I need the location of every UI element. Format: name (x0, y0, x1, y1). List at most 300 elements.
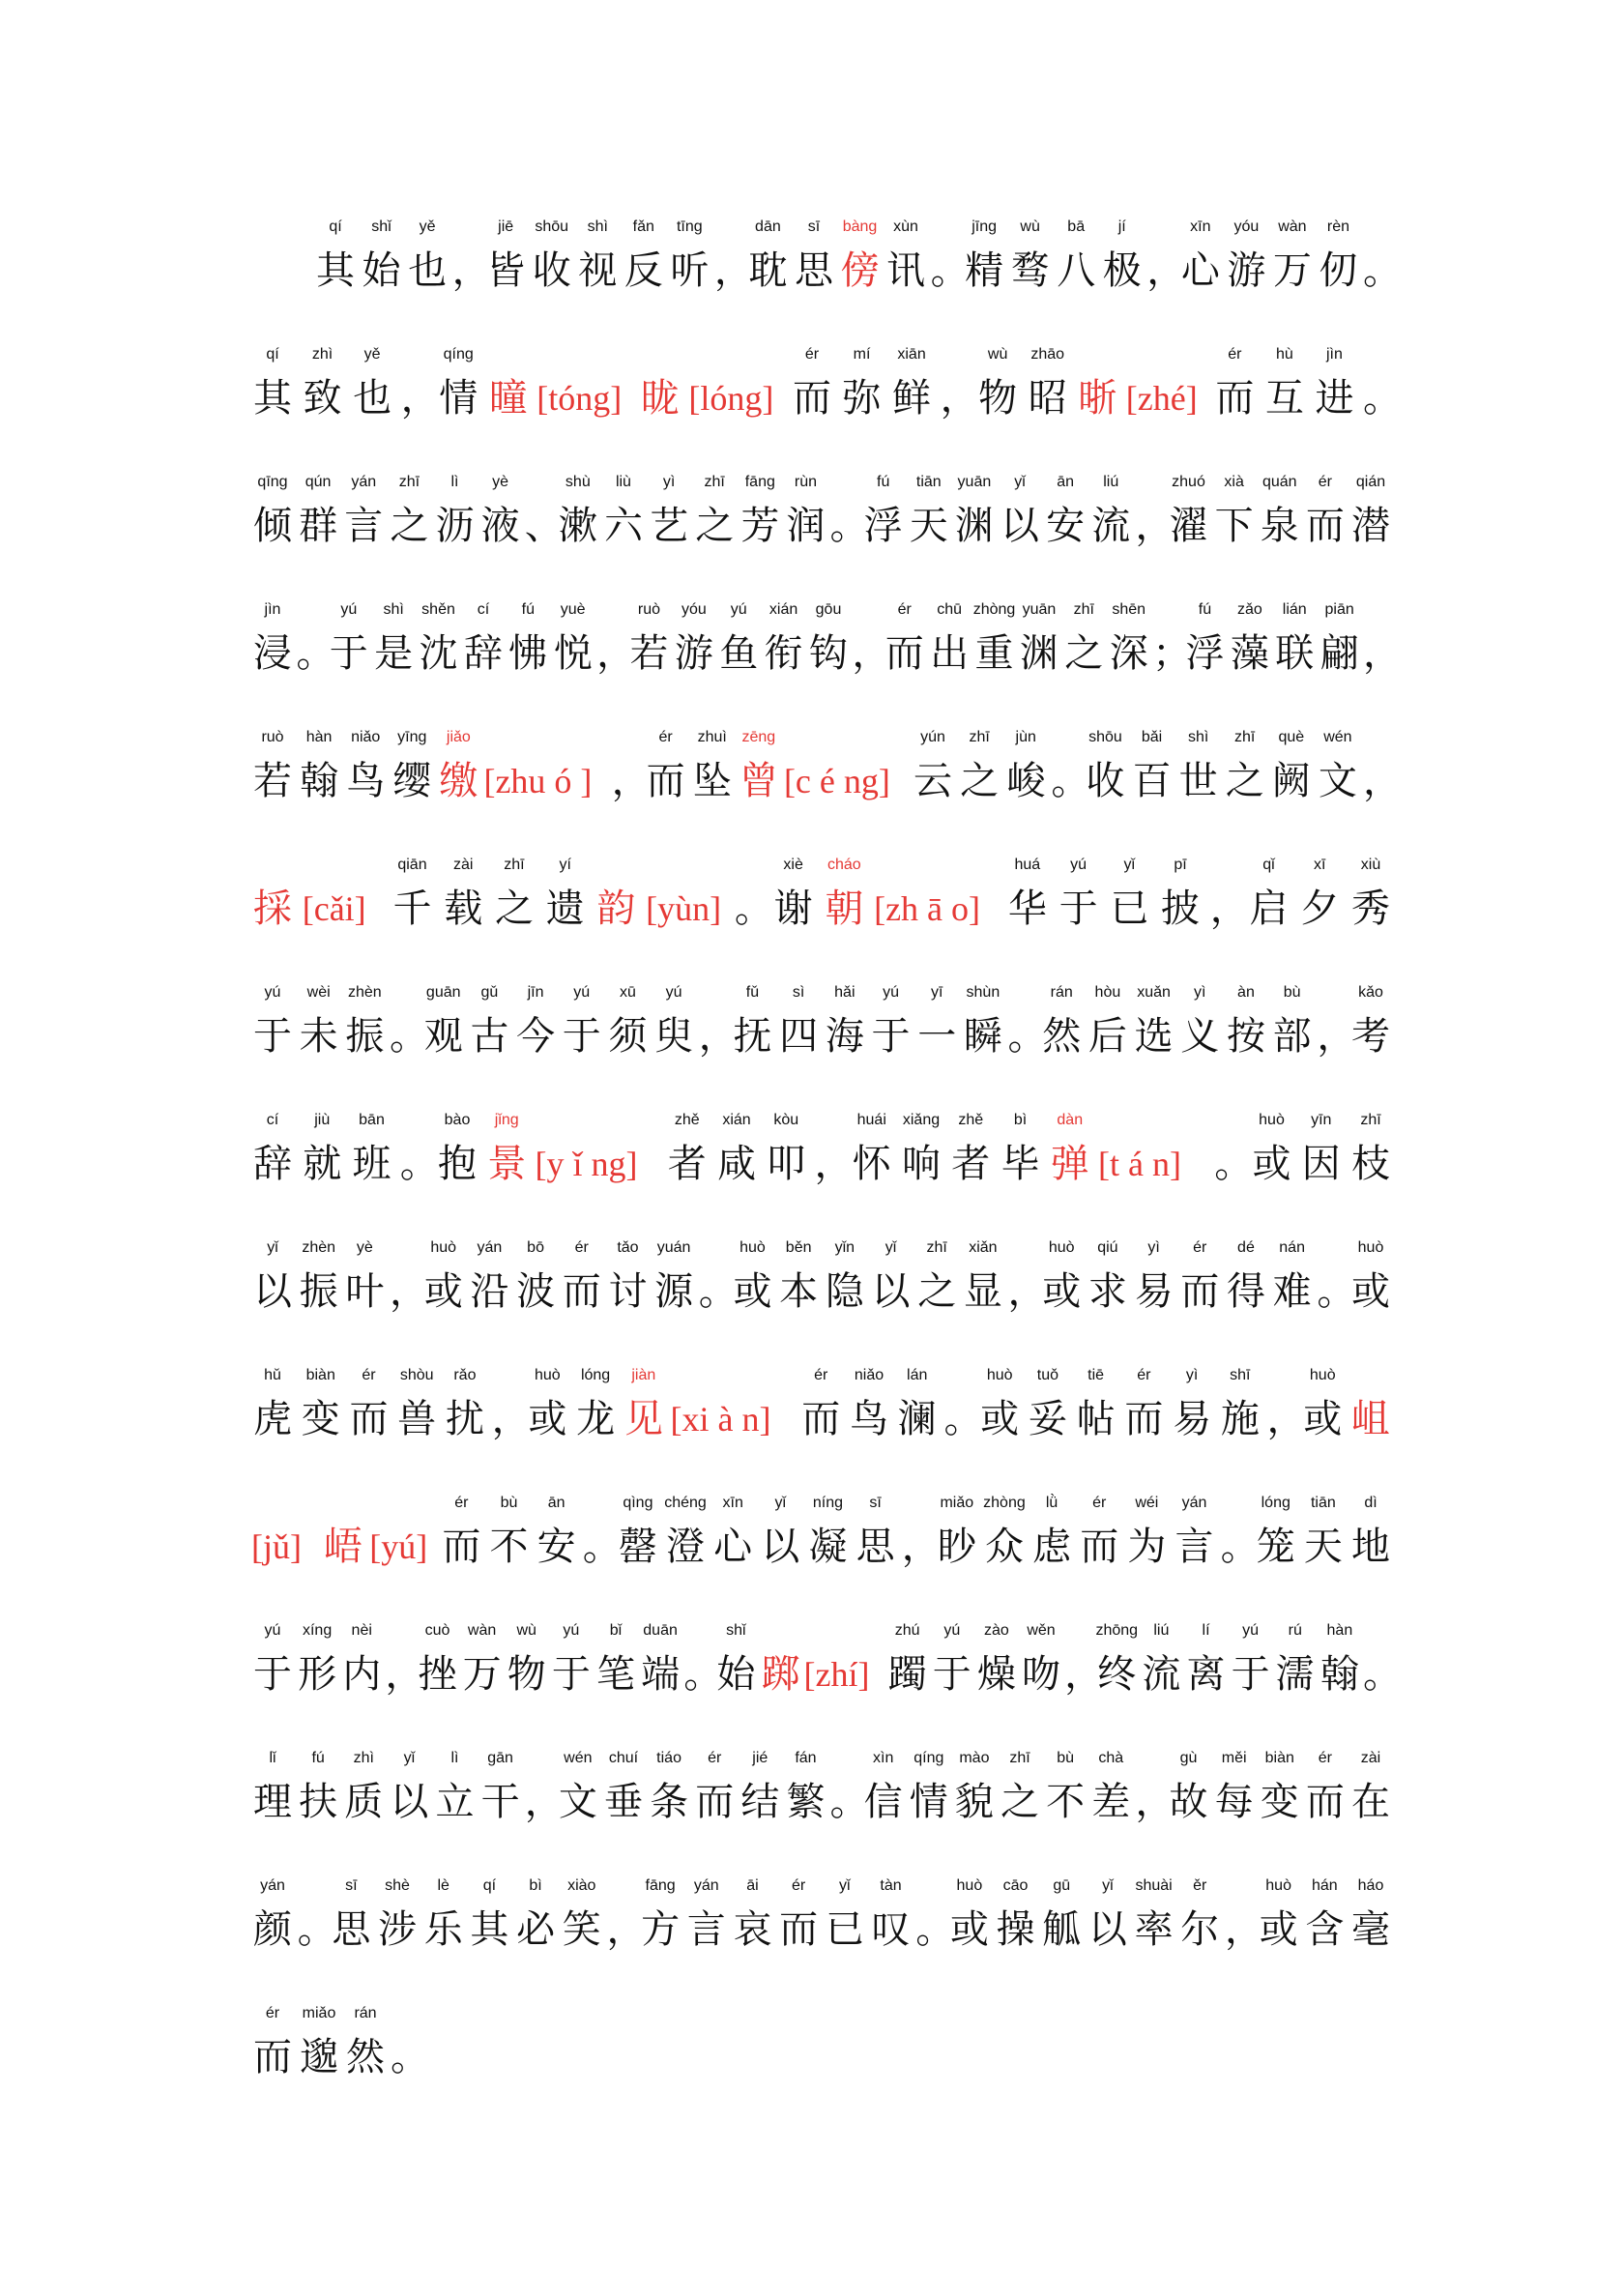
hanzi: 。 (698, 1269, 738, 1314)
pinyin: yuān (1022, 601, 1057, 618)
pinyin: yú (883, 984, 899, 1001)
pinyin: yán (693, 1877, 719, 1894)
text-line (251, 983, 1392, 1099)
hanzi-char (652, 1238, 695, 1354)
hanzi-char (351, 1111, 393, 1227)
hanzi-char (1027, 1366, 1069, 1482)
hanzi: 收 (532, 248, 571, 293)
hanzi: 于 (871, 1014, 911, 1059)
hanzi-char (958, 728, 1000, 844)
hanzi: 扶 (299, 1780, 338, 1824)
pinyin: zhě (958, 1112, 984, 1128)
pinyin: yè (356, 1239, 373, 1256)
hanzi-char (298, 1238, 340, 1354)
hanzi-char (739, 1749, 781, 1865)
punctuation (491, 1366, 531, 1482)
hanzi: 虑 (1032, 1525, 1072, 1569)
pinyin: wù (516, 1622, 536, 1639)
hanzi: 而 (1305, 504, 1345, 548)
hanzi-char (772, 856, 815, 972)
hanzi-char (717, 600, 760, 716)
text-line (251, 856, 1392, 972)
punctuation (1007, 983, 1047, 1099)
hanzi: 于 (253, 1652, 292, 1697)
hanzi: 显 (963, 1269, 1002, 1314)
hanzi-char (1273, 600, 1316, 716)
hanzi-char (976, 345, 1019, 461)
pinyin: zēng (741, 729, 776, 745)
pinyin: sī (869, 1495, 882, 1511)
hanzi: 变 (1260, 1780, 1299, 1824)
pinyin: bān (359, 1112, 385, 1128)
hanzi: 鸟 (850, 1397, 888, 1441)
hanzi: 而 (1080, 1525, 1119, 1569)
pinyin: chū (937, 601, 963, 618)
hanzi: 不 (489, 1525, 529, 1569)
hanzi-char (777, 1238, 820, 1354)
pinyin: běn (785, 1239, 812, 1256)
hanzi: 觚 (1042, 1907, 1082, 1952)
hanzi: 必 (516, 1907, 556, 1952)
hanzi: ， (1135, 504, 1174, 548)
pinyin: ér (708, 1750, 722, 1766)
hanzi: 其 (316, 248, 355, 293)
hanzi: 讨 (608, 1269, 648, 1314)
pinyin: què (1278, 729, 1305, 745)
pinyin: huò (986, 1367, 1013, 1383)
hanzi: 景 (487, 1142, 527, 1186)
hanzi: 。 (399, 1142, 439, 1186)
hanzi: 心 (713, 1525, 753, 1569)
pinyin: zài (1360, 1750, 1381, 1766)
pinyin: niǎo (854, 1367, 884, 1383)
hanzi: 天 (1303, 1525, 1343, 1569)
hanzi: 操 (996, 1907, 1035, 1952)
hanzi: ， (698, 1014, 738, 1059)
hanzi-char (746, 218, 789, 334)
hanzi: 缨 (392, 759, 432, 803)
hanzi-char (1213, 1749, 1256, 1865)
hanzi: 浮 (863, 504, 903, 548)
hanzi: ， (1064, 1652, 1104, 1697)
pinyin: zhòng (972, 601, 1016, 618)
hanzi-char (908, 1749, 950, 1865)
hanzi: 。 (391, 2035, 429, 2079)
pinyin: zhōng (1095, 1622, 1139, 1639)
hanzi-char (890, 345, 933, 461)
punctuation (1152, 600, 1192, 716)
hanzi: 鸟 (346, 759, 386, 803)
pinyin: huò (535, 1367, 561, 1383)
hanzi-char (824, 1876, 866, 1992)
hanzi-char (1101, 218, 1144, 334)
punctuation (1146, 218, 1186, 334)
hanzi: 兽 (397, 1397, 437, 1441)
hanzi-char (251, 856, 294, 972)
pinyin: yú (573, 984, 591, 1001)
pinyin: quán (1262, 474, 1297, 490)
hanzi: 凝 (808, 1525, 848, 1569)
hanzi-char (330, 1876, 372, 1992)
pinyin: xiè (783, 857, 803, 873)
hanzi: 沿 (470, 1269, 509, 1314)
hanzi: 文 (1318, 759, 1357, 803)
hanzi-char (462, 600, 505, 716)
pinyin: guān (425, 984, 461, 1001)
hanzi: 源 (654, 1269, 694, 1314)
pinyin: ér (1318, 474, 1332, 490)
hanzi: 。 (1051, 759, 1090, 803)
hanzi-char (953, 1749, 996, 1865)
hanzi-char (488, 1494, 531, 1610)
pinyin: nèi (351, 1622, 372, 1639)
punctuation (1064, 1621, 1104, 1737)
hanzi-char (673, 600, 715, 716)
hanzi: 心 (1180, 248, 1220, 293)
pinyin: ér (897, 601, 912, 618)
hanzi-char (561, 983, 603, 1099)
hanzi-char (884, 600, 926, 716)
hanzi-char (347, 1366, 390, 1482)
hanzi-char (574, 1366, 617, 1482)
hanzi-char (322, 1494, 364, 1610)
hanzi: 之 (960, 759, 1000, 803)
hanzi-char (351, 345, 393, 461)
hanzi-char (1317, 728, 1359, 844)
hanzi-char (791, 345, 833, 461)
pinyin: lǜ (1045, 1495, 1058, 1511)
pinyin: bì (1013, 1112, 1028, 1128)
hanzi-char (1230, 1621, 1272, 1737)
pinyin: fán (795, 1750, 817, 1766)
punctuation (814, 1111, 854, 1227)
pinyin: ér (1193, 1239, 1207, 1256)
hanzi-char (870, 983, 913, 1099)
hanzi-char (314, 218, 357, 334)
hanzi-char (731, 983, 773, 1099)
hanzi-char (839, 218, 882, 334)
hanzi: ， (1007, 1269, 1047, 1314)
hanzi-char (422, 1238, 465, 1354)
pinyin: lián (1282, 601, 1307, 618)
hanzi: 曾 (739, 759, 778, 803)
pinyin: shī (1230, 1367, 1251, 1383)
pinyin: ér (362, 1367, 376, 1383)
hanzi: 方 (641, 1907, 681, 1952)
pinyin: tiān (1310, 1495, 1336, 1511)
pinyin: zhèn (302, 1239, 336, 1256)
hanzi-char (1263, 345, 1306, 461)
pinyin: bǎi (1141, 729, 1163, 745)
punctuation (1363, 218, 1402, 334)
hanzi-char (666, 1111, 709, 1227)
hanzi: 干 (480, 1780, 520, 1824)
pinyin: yè (492, 474, 509, 490)
hanzi-char (759, 1494, 801, 1610)
hanzi: 进 (1315, 376, 1354, 421)
pinyin: ér (265, 2005, 280, 2021)
pinyin: jiē (498, 218, 514, 235)
pinyin: zhī (504, 857, 525, 873)
hanzi-char (296, 1621, 338, 1737)
pinyin: ruò (261, 729, 284, 745)
pinyin: huò (956, 1877, 983, 1894)
hanzi: 昭 (1028, 376, 1067, 421)
pinyin: shè (385, 1877, 410, 1894)
hanzi-char (1040, 1876, 1083, 1992)
hanzi: 率 (1134, 1907, 1174, 1952)
hanzi: 物 (507, 1652, 546, 1697)
pinyin: chà (1098, 1750, 1124, 1766)
pinyin: liú (1103, 474, 1119, 490)
hanzi-char (251, 1621, 294, 1737)
hanzi: 求 (1088, 1269, 1127, 1314)
pinyin: zhāo (1030, 346, 1065, 363)
hanzi-char (1178, 983, 1221, 1099)
pinyin: xùn (893, 218, 918, 235)
pinyin: kòu (773, 1112, 799, 1128)
pinyin: tuǒ (1036, 1367, 1059, 1383)
pinyin: xuǎn (1137, 984, 1171, 1001)
hanzi-char (251, 1876, 294, 1992)
hanzi: 缴 (439, 759, 478, 803)
hanzi-char (1224, 728, 1266, 844)
hanzi: 毫 (1351, 1907, 1390, 1952)
pinyin: yǐn (834, 1239, 856, 1256)
hanzi-char (1125, 1494, 1168, 1610)
pinyin: ér (804, 346, 820, 363)
hanzi: 而 (779, 1907, 819, 1952)
hanzi: 。 (297, 1907, 336, 1952)
punctuation (852, 600, 891, 716)
hanzi-char (442, 856, 484, 972)
hanzi: 致 (303, 376, 342, 421)
pinyin: yīn (1311, 1112, 1332, 1128)
hanzi: 若 (253, 759, 292, 803)
hanzi-char (1304, 1749, 1347, 1865)
hanzi-char (251, 600, 294, 716)
hanzi: 燥 (976, 1652, 1016, 1697)
hanzi-char (1225, 983, 1267, 1099)
pinyin: yú (943, 1622, 961, 1639)
pinyin: wù (1020, 218, 1040, 235)
pinyin: mí (853, 346, 871, 363)
hanzi: 也 (353, 376, 392, 421)
hanzi: 採 (253, 886, 292, 931)
hanzi: 于 (551, 1652, 591, 1697)
pinyin: yán (1181, 1495, 1207, 1511)
hanzi-char (645, 728, 687, 844)
hanzi: 观 (423, 1014, 463, 1059)
hanzi: 辞 (253, 1142, 292, 1186)
pinyin: bō (527, 1239, 544, 1256)
pinyin: yú (264, 984, 281, 1001)
hanzi-char (1020, 1621, 1062, 1737)
hanzi: 离 (1186, 1652, 1226, 1697)
pinyin: qiú (1097, 1239, 1118, 1256)
pinyin: cuò (424, 1622, 450, 1639)
pinyin: shùn (966, 984, 1000, 1001)
hanzi: 。 (829, 1780, 869, 1824)
text-line (314, 218, 1402, 334)
hanzi: 晣 (1078, 376, 1117, 421)
hanzi-char (652, 983, 695, 1099)
hanzi: 邈 (300, 2035, 338, 2079)
pinyin: qián (1355, 474, 1386, 490)
pinyin: ér (454, 1495, 469, 1511)
hanzi: 咸 (717, 1142, 756, 1186)
pinyin: yǐ (1123, 857, 1136, 873)
hanzi: ， (1146, 248, 1186, 293)
hanzi-char (862, 1749, 905, 1865)
hanzi-char (1108, 600, 1150, 716)
pinyin: duān (643, 1622, 678, 1639)
hanzi: [zhé] (1125, 379, 1198, 418)
hanzi: 笑 (562, 1907, 601, 1952)
pinyin: dì (1364, 1495, 1378, 1511)
hanzi-char (623, 218, 665, 334)
pinyin: wén (564, 1750, 593, 1766)
punctuation (606, 1876, 646, 1992)
hanzi-char (1183, 600, 1226, 716)
pinyin: huá (1014, 857, 1041, 873)
hanzi-char (870, 1238, 913, 1354)
pinyin: zǎo (1236, 601, 1262, 618)
pinyin: zhī (398, 474, 420, 490)
hanzi-char (1349, 983, 1392, 1099)
pinyin: yú (1070, 857, 1088, 873)
hanzi-char (506, 1621, 548, 1737)
hanzi: 之 (1000, 1780, 1040, 1824)
hanzi-char (1317, 218, 1359, 334)
pinyin: yī (930, 984, 943, 1001)
hanzi: 笼 (1256, 1525, 1295, 1569)
pinyin: fú (1198, 601, 1212, 618)
hanzi-char (557, 473, 599, 589)
hanzi: 若 (629, 631, 669, 676)
hanzi: 谢 (773, 886, 813, 931)
hanzi: [tóng] (536, 379, 623, 418)
pinyin: shì (587, 218, 608, 235)
hanzi: ； (1152, 631, 1192, 676)
pinyin: miǎo (302, 2005, 336, 2021)
punctuation (943, 1366, 983, 1482)
hanzi: 思 (856, 1525, 895, 1569)
pinyin: wéi (1135, 1495, 1159, 1511)
hanzi: ， (596, 631, 636, 676)
hanzi-char (526, 1366, 568, 1482)
hanzi: 华 (1007, 886, 1047, 931)
pinyin: gōu (815, 601, 842, 618)
pinyin: xián (768, 601, 798, 618)
hanzi: 昽 (640, 376, 680, 421)
punctuation (385, 1621, 424, 1737)
pinyin: ān (1057, 474, 1075, 490)
pronunciation-bracket (536, 1111, 659, 1227)
pinyin: jiàn (631, 1367, 656, 1383)
hanzi-char (416, 1621, 458, 1737)
hanzi-char (1140, 1621, 1182, 1737)
pinyin: yǐ (1014, 474, 1026, 490)
hanzi-char (806, 1494, 849, 1610)
pinyin: ér (1092, 1495, 1107, 1511)
hanzi: 涉 (378, 1907, 418, 1952)
pinyin: jié (752, 1750, 768, 1766)
hanzi-char (1087, 983, 1129, 1099)
hanzi: [yùn] (646, 889, 722, 928)
hanzi: 。 (296, 631, 335, 676)
hanzi: 响 (902, 1142, 941, 1186)
hanzi: 百 (1132, 759, 1172, 803)
hanzi: 思 (794, 248, 833, 293)
pinyin: rán (1050, 984, 1073, 1001)
pinyin: zhuì (697, 729, 727, 745)
hanzi: 思 (332, 1907, 371, 1952)
punctuation (930, 218, 970, 334)
hanzi: 信 (863, 1780, 903, 1824)
hanzi-char (1133, 1876, 1175, 1992)
pinyin: yì (1194, 984, 1206, 1001)
hanzi: 世 (1178, 759, 1218, 803)
hanzi: 峻 (1006, 759, 1046, 803)
hanzi-char (711, 1494, 754, 1610)
pinyin: qí (329, 218, 342, 235)
text-line (251, 1238, 1392, 1354)
pronunciation-bracket (536, 345, 631, 461)
hanzi: ， (606, 1907, 646, 1952)
hanzi: 繁 (786, 1780, 826, 1824)
punctuation (698, 983, 738, 1099)
pinyin: zhuó (1172, 474, 1205, 490)
text-line (251, 473, 1392, 589)
hanzi: 反 (624, 248, 663, 293)
hanzi: 或 (1303, 1397, 1343, 1441)
pinyin: zào (984, 1622, 1009, 1639)
hanzi-char (606, 983, 649, 1099)
hanzi: ， (1363, 631, 1402, 676)
hanzi: 或 (1351, 1269, 1390, 1314)
hanzi-char (1168, 1749, 1210, 1865)
pinyin: lì (450, 474, 459, 490)
hanzi-char (739, 473, 781, 589)
hanzi-char (1259, 1749, 1301, 1865)
hanzi: 而 (349, 1397, 389, 1441)
hanzi: 以 (1088, 1907, 1127, 1952)
pinyin: tàn (880, 1877, 902, 1894)
punctuation (524, 473, 564, 589)
hanzi: ， (524, 1780, 564, 1824)
hanzi-char (391, 728, 433, 844)
pinyin: wàn (467, 1622, 497, 1639)
punctuation (1266, 1366, 1306, 1482)
hanzi-char (1076, 345, 1118, 461)
hanzi-char (388, 473, 430, 589)
hanzi-char (777, 1876, 820, 1992)
pinyin: shǐ (371, 218, 392, 235)
pinyin: huò (1265, 1877, 1291, 1894)
hanzi: 尔 (1180, 1907, 1220, 1952)
hanzi-char (485, 1111, 528, 1227)
punctuation (829, 1749, 869, 1865)
hanzi-char (251, 1238, 294, 1354)
hanzi: 傍 (840, 248, 880, 293)
pinyin: hǎi (834, 984, 856, 1001)
pinyin: zhèn (348, 984, 382, 1001)
text-line (251, 1366, 1392, 1482)
pinyin: zài (452, 857, 474, 873)
hanzi: 安 (536, 1525, 576, 1569)
hanzi: 抱 (438, 1142, 477, 1186)
